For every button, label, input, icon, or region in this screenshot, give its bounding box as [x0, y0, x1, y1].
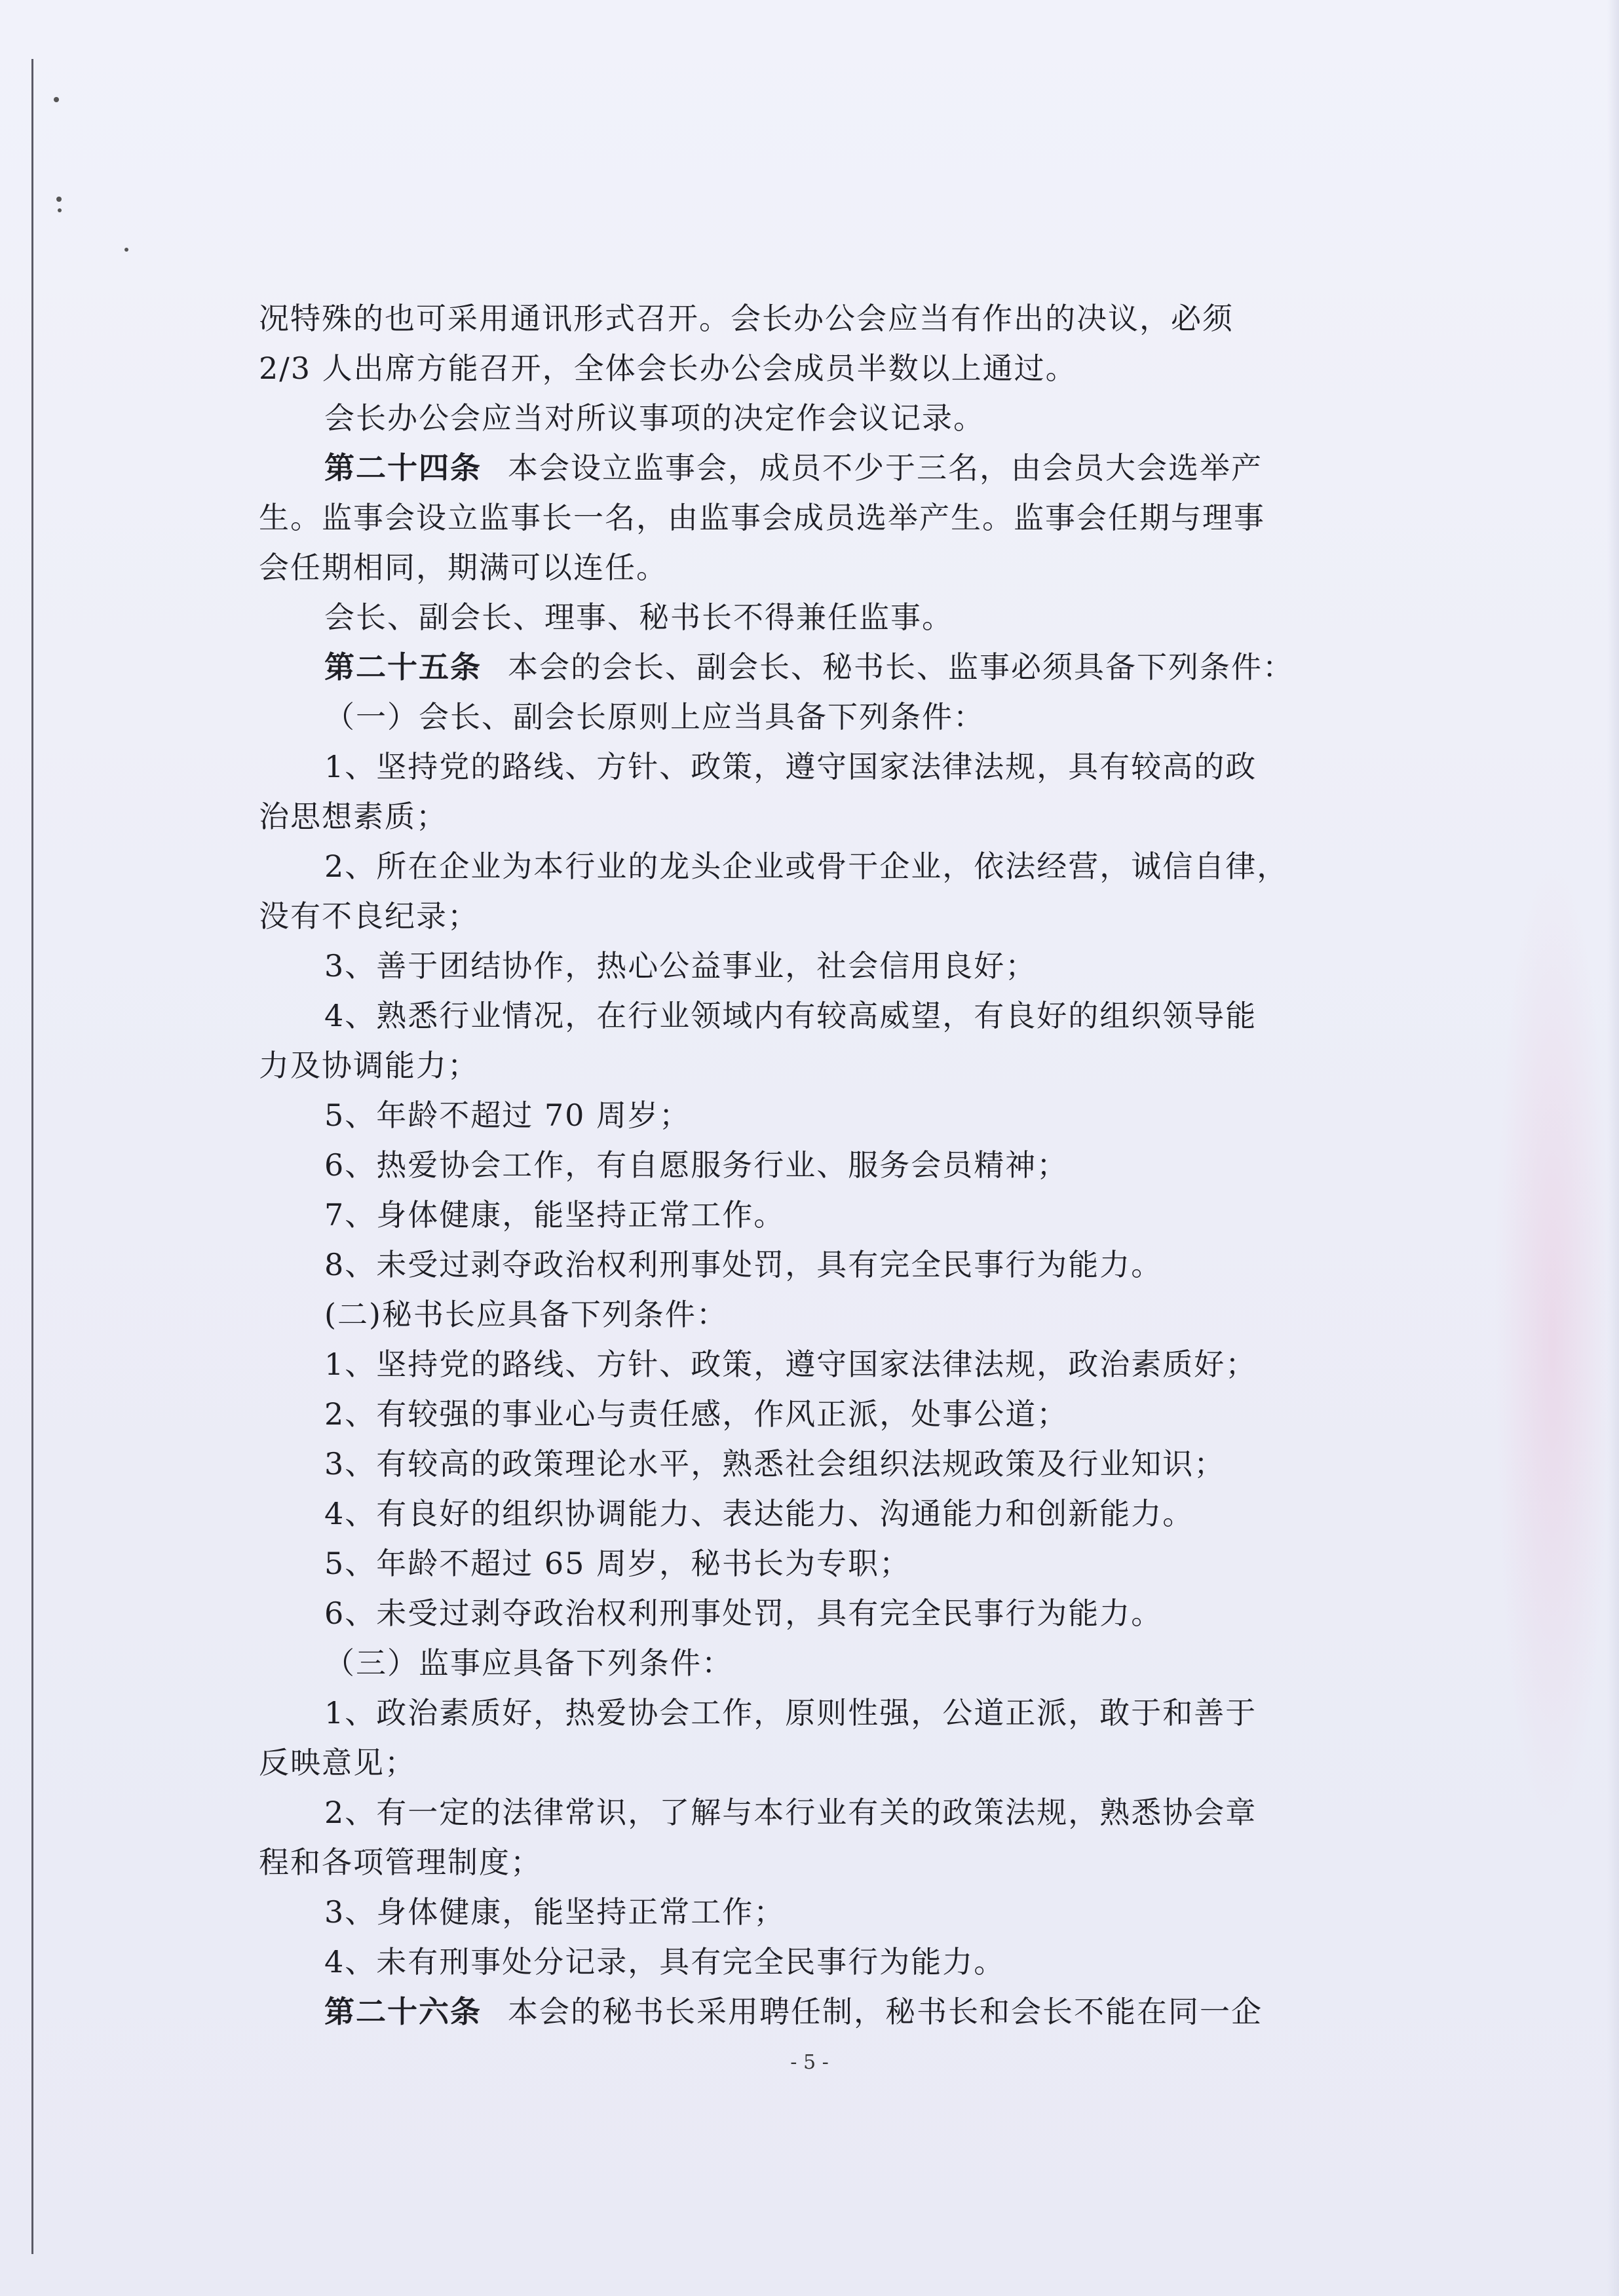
- text-line: [259, 991, 1379, 1041]
- line-text: 2、所在企业为本行业的龙头企业或骨干企业，依法经营，诚信自律，: [324, 849, 1289, 884]
- text-line: [259, 1937, 1379, 1987]
- text-line: [259, 1240, 1379, 1290]
- text-line: [259, 692, 1379, 742]
- line-text: 1、坚持党的路线、方针、政策，遵守国家法律法规，具有较高的政: [324, 749, 1257, 784]
- line-text: 6、未受过剥夺政治权利刑事处罚，具有完全民事行为能力。: [324, 1596, 1163, 1631]
- line-text: 力及协调能力；: [259, 1048, 479, 1083]
- text-line: [259, 543, 1379, 592]
- article-label: 第二十四条: [324, 450, 482, 486]
- article-label: 第二十五条: [324, 649, 482, 685]
- line-text: 1、政治素质好，热爱协会工作，原则性强，公道正派，敢于和善于: [324, 1695, 1257, 1731]
- text-line: [259, 294, 1379, 343]
- text-line: [259, 941, 1379, 991]
- text-line: [259, 792, 1379, 841]
- line-text: 2、有一定的法律常识，了解与本行业有关的政策法规，熟悉协会章: [324, 1795, 1257, 1830]
- page-edge-shadow: [1607, 0, 1619, 2296]
- scan-speck: [54, 97, 59, 102]
- line-text: 反映意见；: [259, 1745, 416, 1780]
- text-line: [259, 1688, 1379, 1738]
- text-line: [259, 443, 1379, 493]
- line-text: 4、有良好的组织协调能力、表达能力、沟通能力和创新能力。: [324, 1496, 1194, 1531]
- document-body: [259, 294, 1379, 2037]
- text-line: [259, 493, 1379, 543]
- line-text: 本会设立监事会，成员不少于三名，由会员大会选举产: [508, 450, 1263, 486]
- text-line: [259, 1489, 1379, 1539]
- line-text: 3、有较高的政策理论水平，熟悉社会组织法规政策及行业知识；: [324, 1446, 1226, 1482]
- line-text: （三）监事应具备下列条件：: [324, 1645, 733, 1681]
- line-text: 8、未受过剥夺政治权利刑事处罚，具有完全民事行为能力。: [324, 1247, 1163, 1282]
- page-number: - 5 -: [790, 2051, 829, 2074]
- line-text: 会长办公会应当对所议事项的决定作会议记录。: [324, 400, 985, 436]
- line-text: 2/3 人出席方能召开，全体会长办公会成员半数以上通过。: [259, 351, 1077, 386]
- binding-edge-line: [31, 59, 33, 2254]
- text-line: [259, 1738, 1379, 1788]
- text-line: [259, 1887, 1379, 1937]
- line-text: 5、年龄不超过 65 周岁，秘书长为专职；: [324, 1546, 911, 1581]
- text-line: [259, 1638, 1379, 1688]
- text-line: [259, 343, 1379, 393]
- line-text: 没有不良纪录；: [259, 898, 479, 934]
- line-text: 会任期相同，期满可以连任。: [259, 550, 668, 585]
- scan-speck: [56, 197, 62, 202]
- text-line: [259, 1539, 1379, 1588]
- text-line: [259, 393, 1379, 443]
- text-line: [259, 1389, 1379, 1439]
- text-line: [259, 1090, 1379, 1140]
- line-text: 会长、副会长、理事、秘书长不得兼任监事。: [324, 600, 953, 635]
- line-text: 本会的秘书长采用聘任制，秘书长和会长不能在同一企: [508, 1994, 1263, 2029]
- line-text: 3、身体健康，能坚持正常工作；: [324, 1894, 786, 1930]
- stamp-bleed-through: [1494, 852, 1612, 1835]
- text-line: [259, 742, 1379, 792]
- article-label: 第二十六条: [324, 1994, 482, 2029]
- line-text: 6、热爱协会工作，有自愿服务行业、服务会员精神；: [324, 1147, 1069, 1183]
- text-line: [259, 1439, 1379, 1489]
- text-line: [259, 1041, 1379, 1090]
- text-line: [259, 841, 1379, 891]
- line-text: 5、年龄不超过 70 周岁；: [324, 1098, 691, 1133]
- text-line: [259, 891, 1379, 941]
- text-line: [259, 592, 1379, 642]
- line-text: 1、坚持党的路线、方针、政策，遵守国家法律法规，政治素质好；: [324, 1347, 1257, 1382]
- text-line: [259, 1190, 1379, 1240]
- line-text: 程和各项管理制度；: [259, 1845, 542, 1880]
- line-text: 7、身体健康，能坚持正常工作。: [324, 1197, 786, 1233]
- text-line: [259, 1837, 1379, 1887]
- line-text: 况特殊的也可采用通讯形式召开。会长办公会应当有作出的决议，必须: [259, 301, 1234, 336]
- text-line: [259, 1290, 1379, 1339]
- text-line: [259, 1788, 1379, 1837]
- line-text: 4、未有刑事处分记录，具有完全民事行为能力。: [324, 1944, 1006, 1980]
- line-text: 2、有较强的事业心与责任感，作风正派，处事公道；: [324, 1396, 1069, 1432]
- text-line: [259, 642, 1379, 692]
- scan-speck: [124, 248, 128, 252]
- line-text: 3、善于团结协作，热心公益事业，社会信用良好；: [324, 948, 1037, 984]
- text-line: [259, 1588, 1379, 1638]
- line-text: 治思想素质；: [259, 799, 448, 834]
- line-text: (二)秘书长应具备下列条件：: [324, 1297, 728, 1332]
- line-text: 本会的会长、副会长、秘书长、监事必须具备下列条件：: [508, 649, 1294, 685]
- text-line: [259, 1339, 1379, 1389]
- line-text: 4、熟悉行业情况，在行业领域内有较高威望，有良好的组织领导能: [324, 998, 1257, 1033]
- line-text: （一）会长、副会长原则上应当具备下列条件：: [324, 699, 985, 735]
- text-line: [259, 1987, 1379, 2037]
- scan-speck: [58, 208, 62, 212]
- line-text: 生。监事会设立监事长一名，由监事会成员选举产生。监事会任期与理事: [259, 500, 1265, 535]
- text-line: [259, 1140, 1379, 1190]
